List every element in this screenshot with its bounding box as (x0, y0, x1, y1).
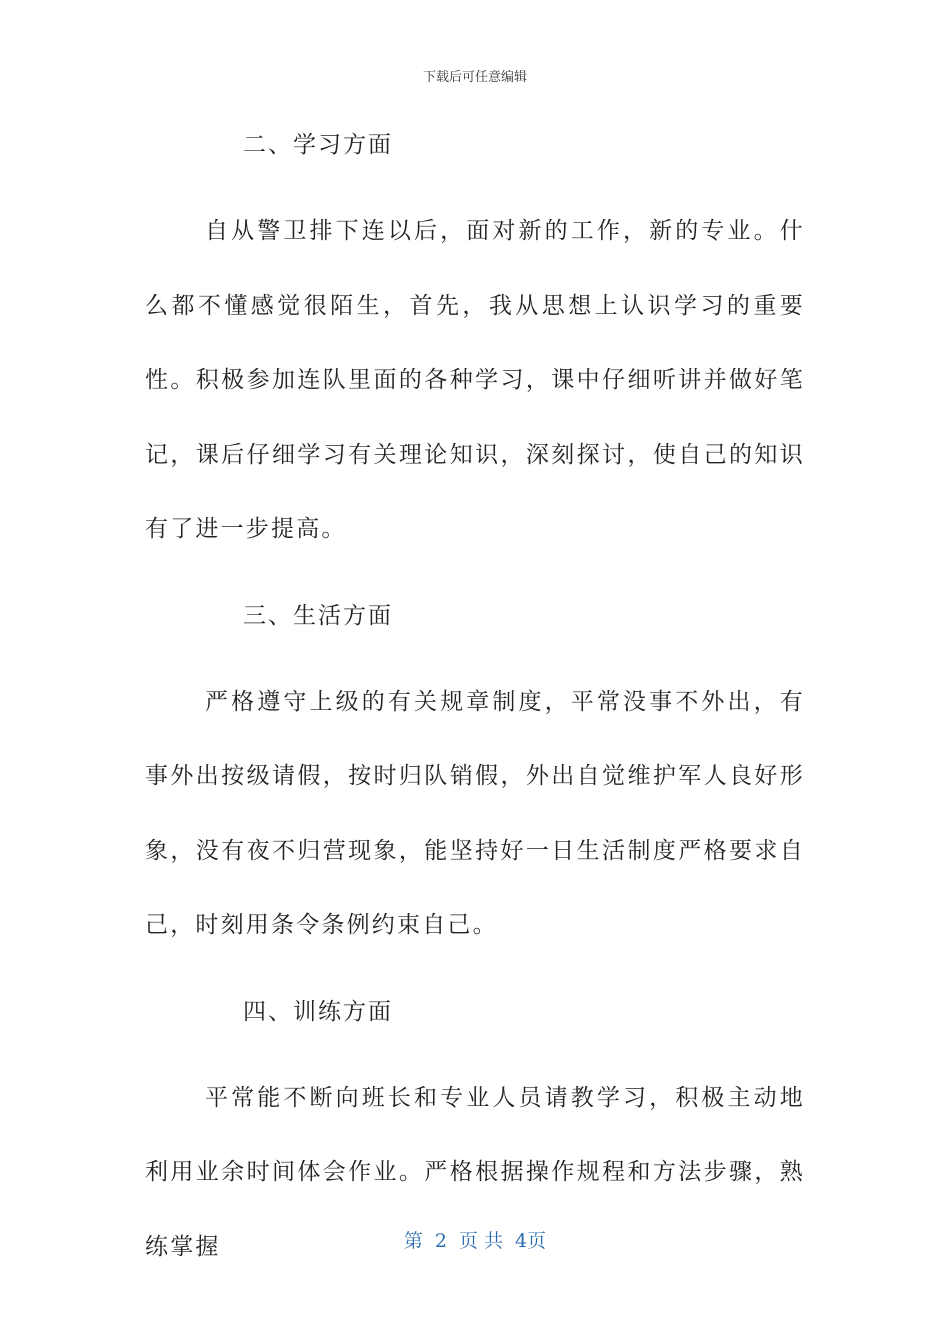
document-body (145, 120, 805, 1284)
section-heading: 二、学习方面 (243, 132, 393, 158)
section-life (145, 591, 805, 963)
footer-total-pages: 4页 (515, 1230, 547, 1252)
footer-prefix: 第 (403, 1230, 423, 1252)
footer-current-page: 2 (434, 1230, 447, 1252)
page-footer (0, 1226, 950, 1253)
section-paragraph: 自从警卫排下连以后，面对新的工作，新的专业。什么都不懂感觉很陌生，首先，我从思想上认识学习的重要性。积极参加连队里面的各种学习，课中仔细听讲并做好笔记，课后仔细学习有关理论知识，深刻探讨，使自己的知识有了进一步提高。 (145, 218, 805, 542)
section-heading: 四、训练方面 (243, 998, 393, 1025)
section-heading: 三、生活方面 (243, 602, 393, 629)
section-paragraph: 平常能不断向班长和专业人员请教学习，积极主动地利用业余时间体会作业。严格根据操作规程和方法步骤，熟练掌握 (145, 1084, 805, 1260)
page-header-note: 下载后可任意编辑 (422, 70, 527, 85)
section-study (145, 120, 805, 567)
section-paragraph: 严格遵守上级的有关规章制度，平常没事不外出，有事外出按级请假，按时归队销假，外出自觉维护军人良好形象，没有夜不归营现象，能坚持好一日生活制度严格要求自己，时刻用条令条例约束自己。 (145, 688, 805, 938)
footer-middle: 页 共 (458, 1230, 504, 1252)
